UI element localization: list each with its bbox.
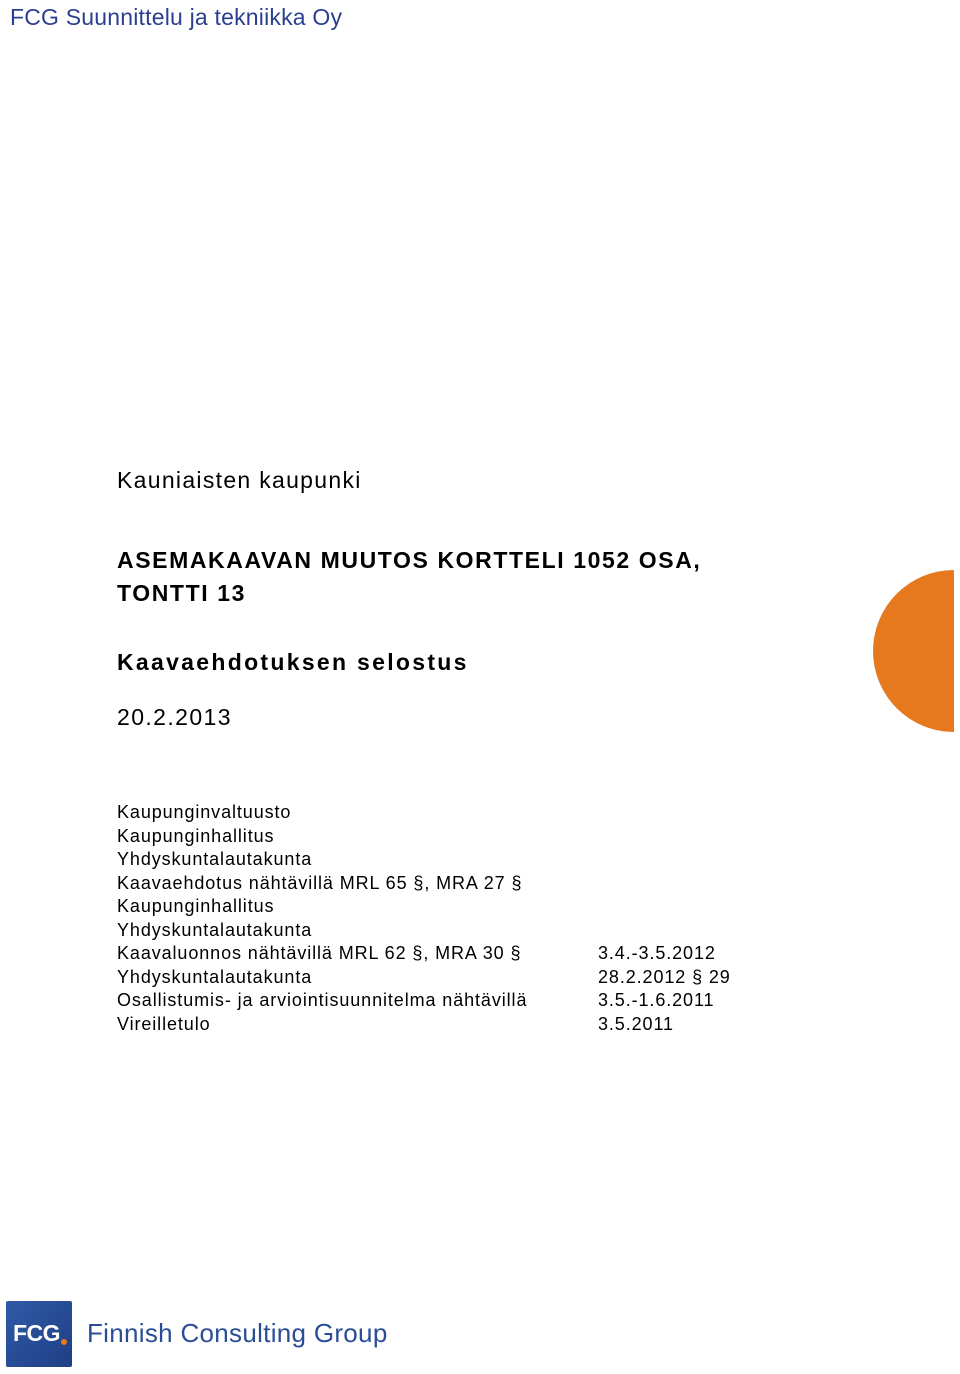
history-row [117,801,777,825]
fcg-logo-text: FCG [13,1320,61,1346]
fcg-logo [6,1301,72,1367]
history-row [117,942,777,966]
plan-title-line-1: ASEMAKAAVAN MUUTOS KORTTELI 1052 OSA, [117,547,702,573]
fcg-logo-dot-icon [61,1339,67,1345]
history-date: 28.2.2012 § 29 [598,966,731,987]
history-row [117,1013,777,1037]
history-label: Kaupunginhallitus [117,896,275,916]
municipality-name: Kauniaisten kaupunki [117,467,362,493]
history-row [117,895,777,919]
history-label: Yhdyskuntalautakunta [117,849,313,869]
history-label: Yhdyskuntalautakunta [117,919,313,940]
history-label: Osallistumis- ja arviointisuunnitelma nähtävillä [117,990,528,1010]
history-label: Yhdyskuntalautakunta [117,966,313,987]
plan-title [117,544,701,610]
document-type: Kaavaehdotuksen selostus [117,649,469,675]
history-row [117,825,777,849]
history-label: Kaavaehdotus nähtävillä MRL 65 §, MRA 27 § [117,872,523,893]
plan-title-line-2: TONTTI 13 [117,580,246,606]
history-row [117,966,777,990]
document-date: 20.2.2013 [117,704,232,730]
history-row [117,872,777,896]
orange-semicircle-decoration [871,570,954,732]
history-date: 3.5.2011 [598,1013,674,1034]
history-row [117,919,777,943]
group-name: Finnish Consulting Group [87,1318,388,1348]
processing-history [117,801,777,1036]
history-row [117,848,777,872]
history-date: 3.5.-1.6.2011 [598,990,715,1010]
history-label: Kaavaluonnos nähtävillä MRL 62 §, MRA 30 § [117,943,522,963]
company-header: FCG Suunnittelu ja tekniikka Oy [10,4,343,30]
history-date: 3.4.-3.5.2012 [598,943,716,963]
history-label: Vireilletulo [117,1013,211,1034]
history-label: Kaupunginvaltuusto [117,802,292,822]
history-label: Kaupunginhallitus [117,825,275,846]
history-row [117,989,777,1013]
